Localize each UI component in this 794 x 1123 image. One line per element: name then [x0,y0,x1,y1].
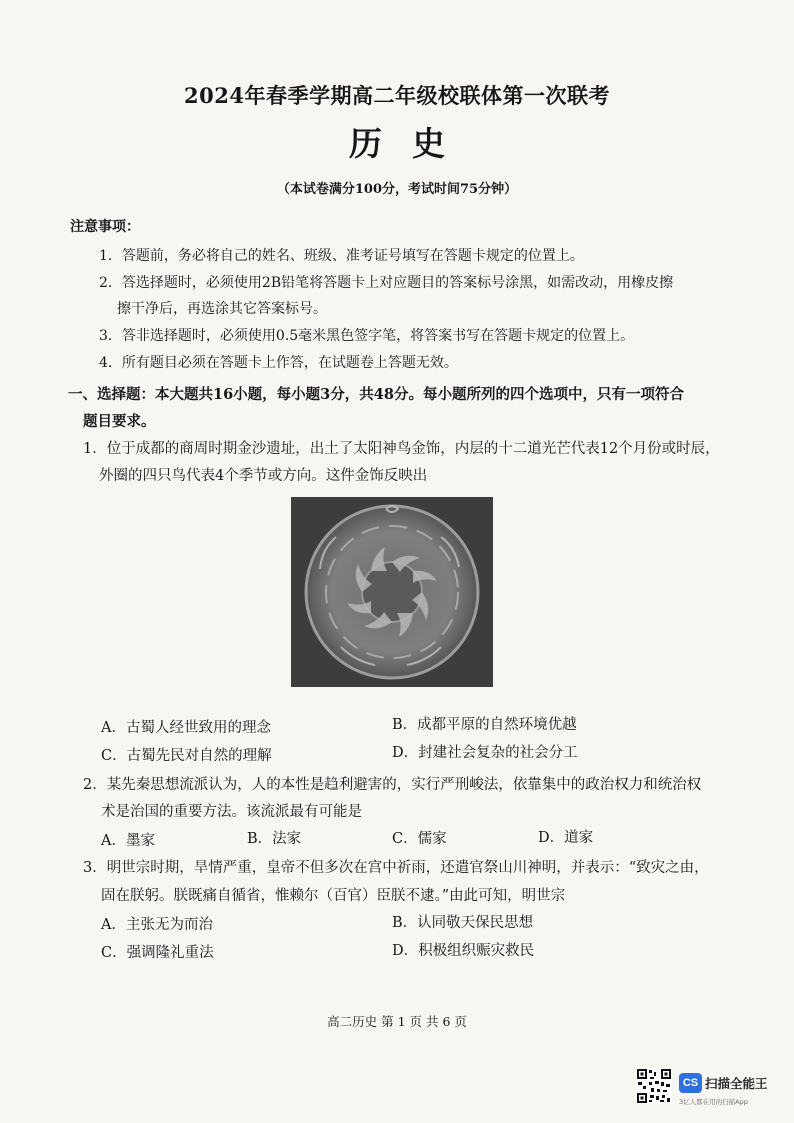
section-heading-cont: 题目要求。 [83,413,156,430]
note-line: 2．答选择题时，必须使用2B铅笔将答题卡上对应题目的答案标号涂黑，如需改动，用橡皮擦 [99,275,674,291]
question-3-text: 3．明世宗时期，旱情严重，皇帝不但多次在宫中祈雨，还遣官祭山川神明，并表示：“致灾之由， [83,860,709,876]
qr-code-icon [636,1068,672,1104]
exam-meta: （本试卷满分100分，考试时间75分钟） [276,182,518,197]
q2-option-c: C．儒家 [392,831,447,847]
q1-option-d: D．封建社会复杂的社会分工 [392,745,578,761]
question-3-text-cont: 固在朕躬。朕既痛自循省，惟赖尔（百官）臣朕不逮。”由此可知，明世宗 [101,888,566,904]
q1-option-a: A．古蜀人经世致用的理念 [101,720,271,736]
page-footer: 高二历史 第 1 页 共 6 页 [327,1014,467,1029]
q1-option-c: C．古蜀先民对自然的理解 [101,748,272,764]
subject-title: 历史 [349,124,475,163]
golden-sun-bird-photo [291,497,493,687]
q3-option-b: B．认同敬天保民思想 [392,915,534,931]
q3-option-c: C．强调隆礼重法 [101,945,214,961]
q2-option-b: B．法家 [247,831,302,847]
note-line: 擦干净后，再选涂其它答案标号。 [117,301,327,317]
q3-option-a: A．主张无为而治 [101,917,213,933]
question-2-text-cont: 术是治国的重要方法。该流派最有可能是 [101,804,362,820]
q3-option-d: D．积极组织赈灾救民 [392,943,535,959]
note-line: 3．答非选择题时，必须使用0.5毫米黑色签字笔，将答案书写在答题卡规定的位置上。 [99,328,635,344]
q2-option-d: D．道家 [538,830,594,846]
scanner-tagline: 3亿人都在用的扫描App [679,1098,748,1106]
camscanner-logo-icon: CS [679,1073,702,1093]
q2-option-a: A．墨家 [101,833,155,849]
question-1-text: 1．位于成都的商周时期金沙遗址，出土了太阳神鸟金饰，内层的十二道光芒代表12个月份或时辰， [83,441,720,457]
exam-title: 2024年春季学期高二年级校联体第一次联考 [184,83,610,108]
note-line: 1．答题前，务必将自己的姓名、班级、准考证号填写在答题卡规定的位置上。 [99,248,584,264]
question-1-text-cont: 外圈的四只鸟代表4个季节或方向。这件金饰反映出 [99,468,428,484]
q1-option-b: B．成都平原的自然环境优越 [392,717,577,733]
section-heading: 一、选择题：本大题共16小题，每小题3分，共48分。每小题所列的四个选项中，只有一项符合 [68,386,684,403]
notes-heading: 注意事项： [70,219,140,235]
note-line: 4．所有题目必须在答题卡上作答，在试题卷上答题无效。 [99,355,458,371]
scanner-app-name: 扫描全能王 [705,1076,768,1091]
question-2-text: 2．某先秦思想流派认为，人的本性是趋利避害的，实行严刑峻法，依靠集中的政治权力和统治权 [83,777,702,793]
